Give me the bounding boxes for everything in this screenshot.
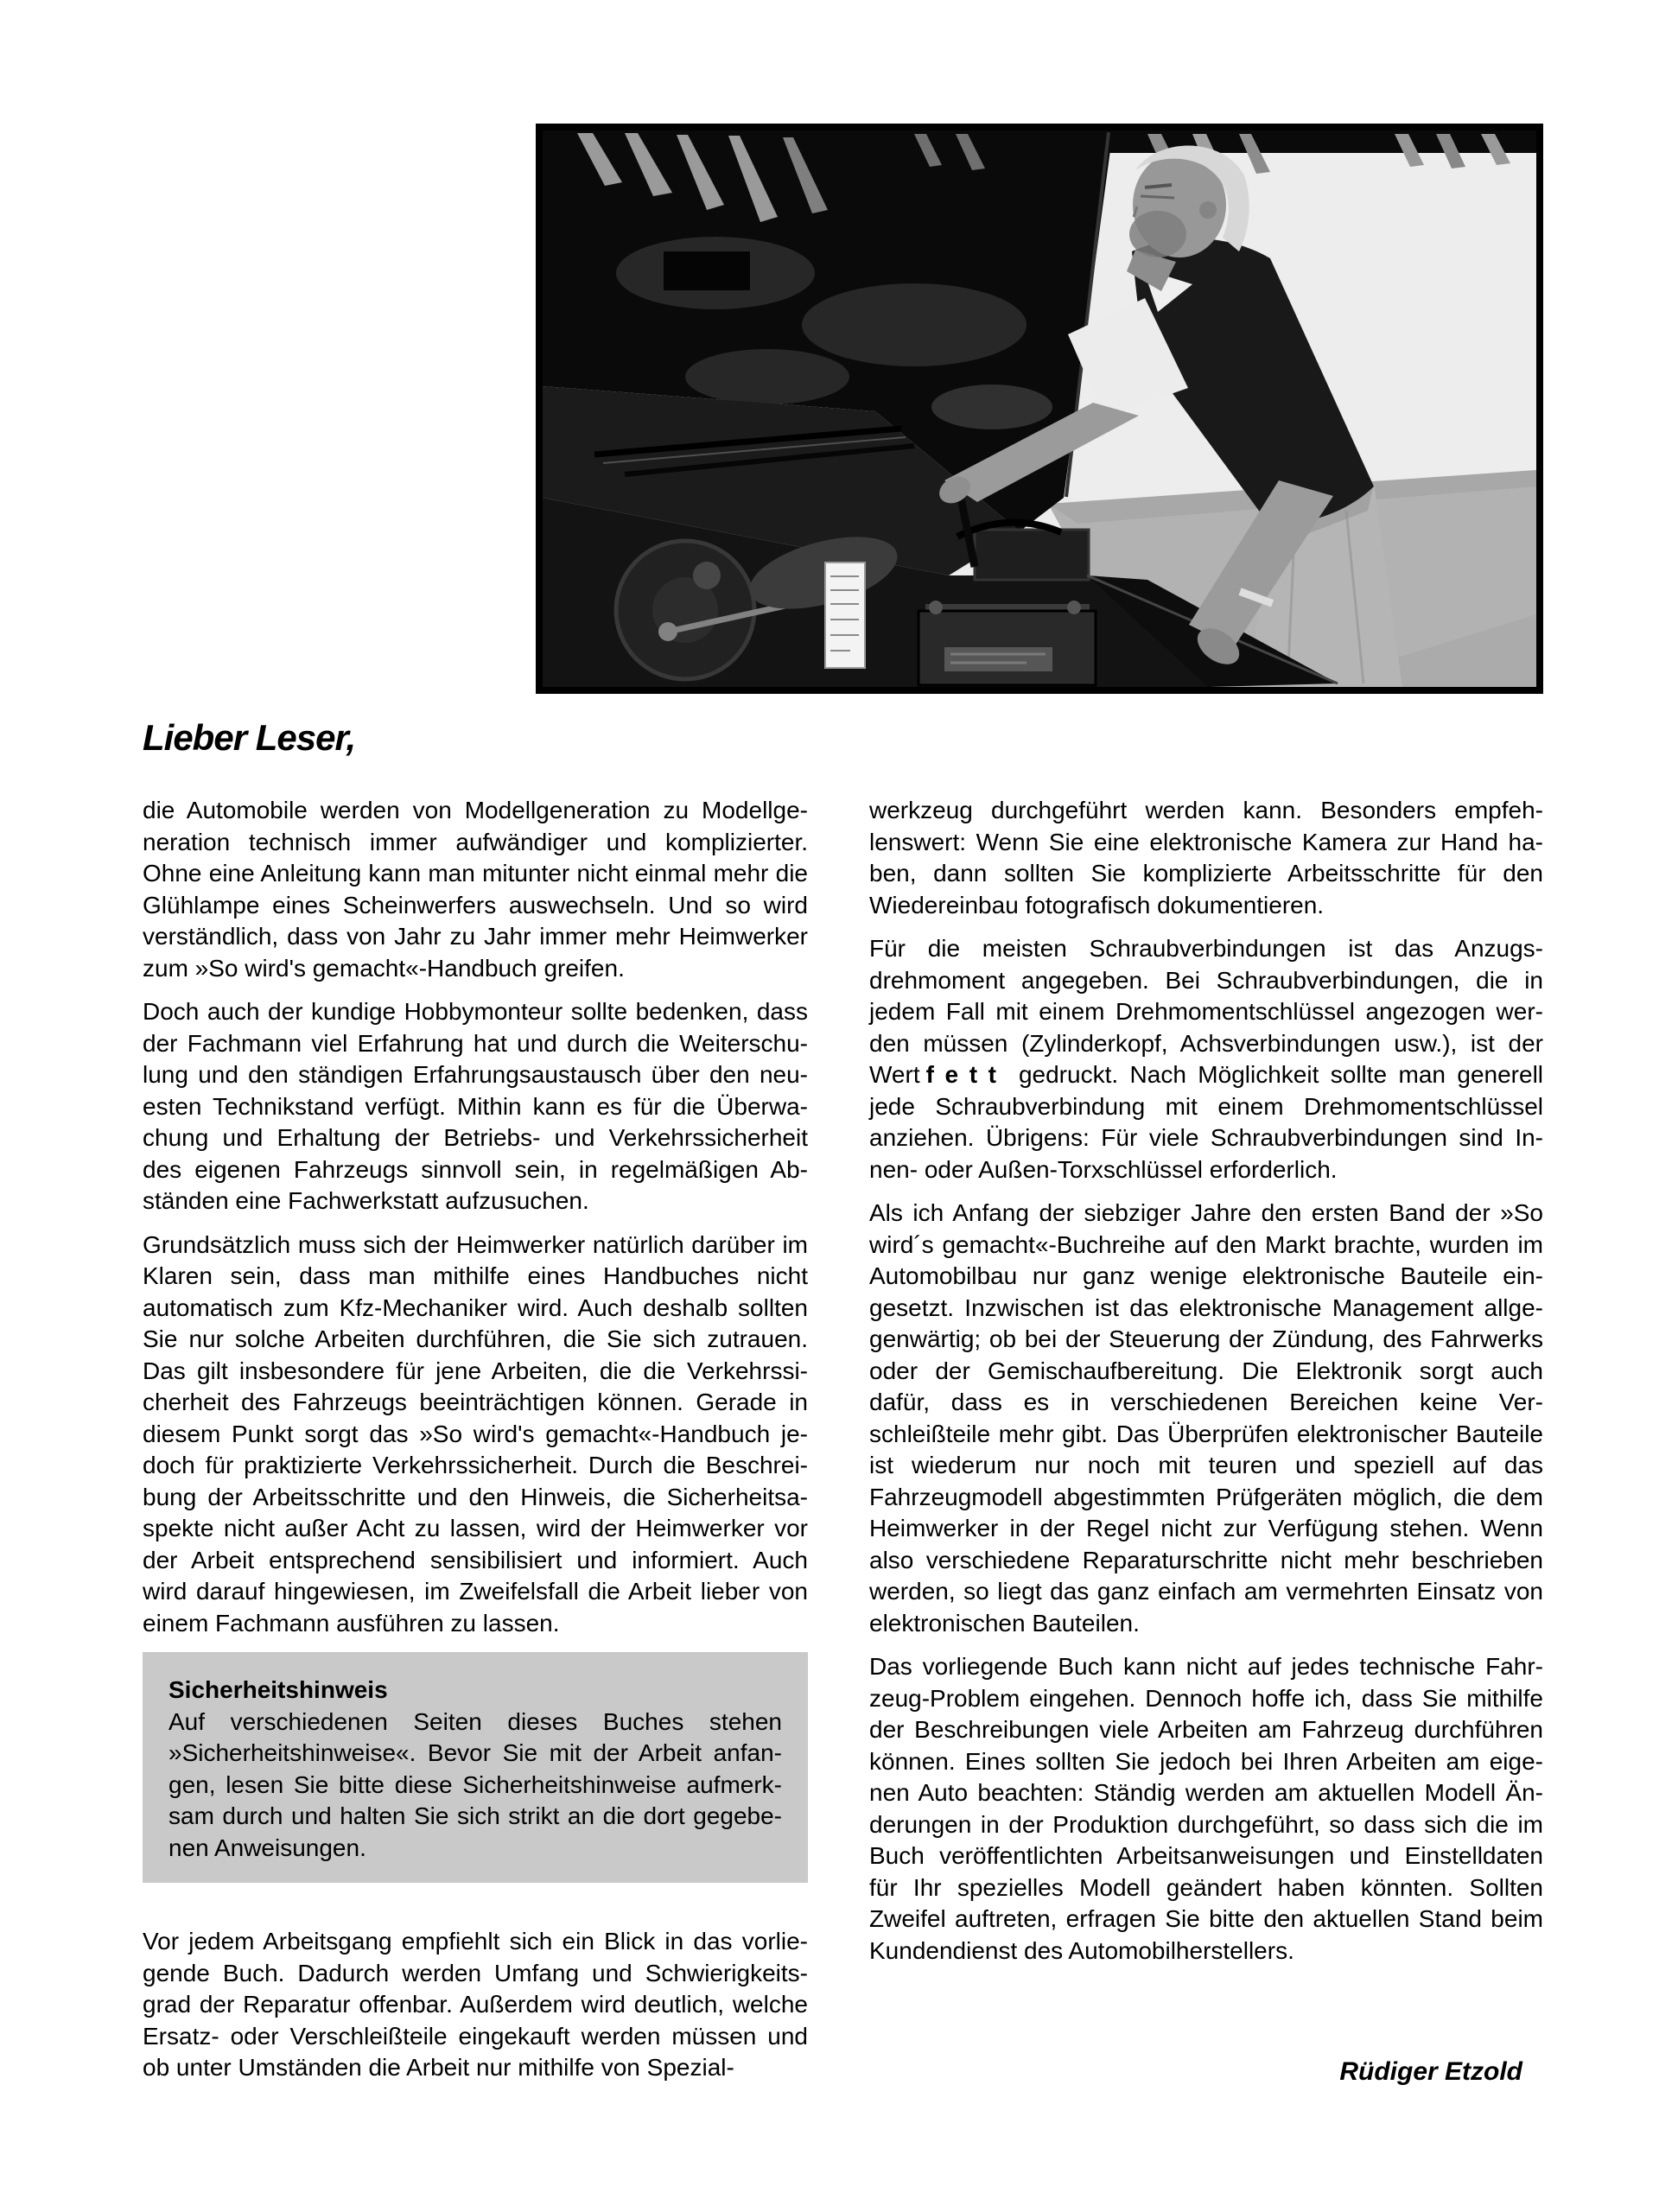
engine-inspection-photo-art — [543, 130, 1536, 687]
bold-emphasis: fett — [925, 1061, 1007, 1088]
left-column — [143, 795, 808, 2096]
right-column — [869, 795, 1543, 1979]
beard-shadow — [1129, 211, 1186, 257]
page-title: Lieber Leser, — [143, 717, 356, 758]
paragraph-text: Für die meisten Schraubverbindungen ist das Anzugsdrehmoment angegeben. Bei Schraubverbindungen, die in jedem Fall mit einem Drehmomentschlüssel angezogen werden müssen (Zylinderkopf, Achsverbindungen usw.), ist der Wert — [869, 935, 1543, 1088]
paragraph: Vor jedem Arbeitsgang empfiehlt sich ein Blick in das vorliegende Buch. Dadurch werden Umfang und Schwierigkeitsgrad der Reparatur offenbar. Außerdem wird deutlich, welche Ersatz- oder Verschleißteile eingekauft werden müssen und ob unter Umständen die Arbeit nur mithilfe von Spezial- — [143, 1928, 808, 2081]
safety-notice-text: Auf verschiedenen Seiten dieses Buches stehen »Sicherheitshinweise«. Bevor Sie mit der Arbeit anfangen, lesen Sie bitte diese Sicherheitshinweise aufmerksam durch und halten Sie sich strikt an die dort gegebenen Anweisungen. — [168, 1707, 782, 1861]
paragraph: Als ich Anfang der siebziger Jahre den ersten Band der »So wird´s gemacht«-Buchreihe auf den Markt brachte, wurden im Automobilbau nur ganz wenige elektronische Bauteile eingesetzt. Inzwischen ist das elektronische Management allgegenwärtig; ob bei der Steuerung der Zündung, des Fahrwerks oder der Gemischaufbereitung. Die Elektronik sorgt auch dafür, dass es in verschiedenen Bereichen keine Verschleißteile mehr gibt. Das Überprüfen elektronischer Bauteile ist wiederum nur noch mit teuren und speziell auf das Fahrzeugmodell abgestimmten Prüfgeräten möglich, die dem Heimwerker in der Regel nicht zur Verfügung stehen. Wenn also verschiedene Reparaturschritte nicht mehr beschrieben werden, so liegt das ganz einfach am vermehrten Einsatz von elektronischen Bauteilen. — [869, 1199, 1543, 1637]
battery — [918, 601, 1096, 685]
paragraph: die Automobile werden von Modellgeneration zu Modellgeneration technisch immer aufwändiger und komplizierter. Ohne eine Anleitung kann man mitunter nicht einmal mehr die Glühlampe eines Scheinwerfers auswechseln. Und so wird verständlich, dass von Jahr zu Jahr immer mehr Heimwerker zum »So wird's gemacht«-Handbuch greifen. — [143, 797, 808, 982]
paragraph: werkzeug durchgeführt werden kann. Besonders empfehlenswert: Wenn Sie eine elektronische Kamera zur Hand haben, dann sollten Sie komplizierte Arbeitsschritte für den Wiedereinbau fotografisch dokumentieren. — [869, 797, 1543, 918]
paragraph: Grundsätzlich muss sich der Heimwerker natürlich darüber im Klaren sein, dass man mithilfe eines Handbuches nicht automatisch zum Kfz-Mechaniker wird. Auch deshalb sollten Sie nur solche Arbeiten durchführen, die Sie sich zutrauen. Das gilt insbesondere für jene Arbeiten, die die Verkehrssicherheit des Fahrzeugs beeinträchtigen können. Gerade in diesem Punkt sorgt das »So wird's gemacht«-Handbuch jedoch für praktizierte Verkehrssicherheit. Durch die Beschreibung der Arbeitsschritte und den Hinweis, die Sicherheitsaspekte nicht außer Acht zu lassen, wird der Heimwerker vor der Arbeit entsprechend sensibilisiert und informiert. Auch wird darauf hingewiesen, im Zweifelsfall die Arbeit lieber von einem Fachmann ausführen zu lassen. — [143, 1230, 808, 1637]
paragraph: Das vorliegende Buch kann nicht auf jedes technische Fahrzeug-Problem eingehen. Dennoch hoffe ich, dass Sie mithilfe der Beschreibungen viele Arbeiten am Fahrzeug durchführen können. Eines sollten Sie jedoch bei Ihren Arbeiten am eigenen Auto beachten: Ständig werden am aktuellen Modell Änderungen in der Produktion durchgeführt, so dass sich die im Buch veröffentlichten Arbeitsanweisungen und Einstelldaten für Ihr spezielles Modell geändert haben könnten. Sollten Zweifel auftreten, erfragen Sie bitte den aktuellen Stand beim Kundendienst des Automobilherstellers. — [869, 1653, 1543, 1964]
ear — [1199, 201, 1217, 219]
service-sticker — [825, 563, 865, 668]
paragraph — [869, 933, 1543, 1185]
safety-notice-title: Sicherheitshinweis — [168, 1676, 388, 1703]
paragraph-text: gedruckt. Nach Möglichkeit sollte man generell jede Schraubverbindung mit einem Drehmomentschlüssel anziehen. Übrigens: Für viele Schraubverbindungen sind Innen- oder Außen-Torxschlüssel erforderlich. — [869, 1061, 1544, 1183]
safety-notice-box — [143, 1652, 808, 1883]
engine-inspection-photo — [536, 124, 1543, 694]
author-signature: Rüdiger Etzold — [1339, 2057, 1522, 2086]
paragraph: Doch auch der kundige Hobbymonteur sollte bedenken, dass der Fachmann viel Erfahrung hat und durch die Weiterschulung und den ständigen Erfahrungsaustausch über den neuesten Technikstand verfügt. Mithin kann es für die Überwachung und Erhaltung der Betriebs- und Verkehrssicherheit des eigenen Fahrzeugs sinnvoll sein, in regelmäßigen Abständen eine Fachwerkstatt aufzusuchen. — [143, 998, 808, 1214]
